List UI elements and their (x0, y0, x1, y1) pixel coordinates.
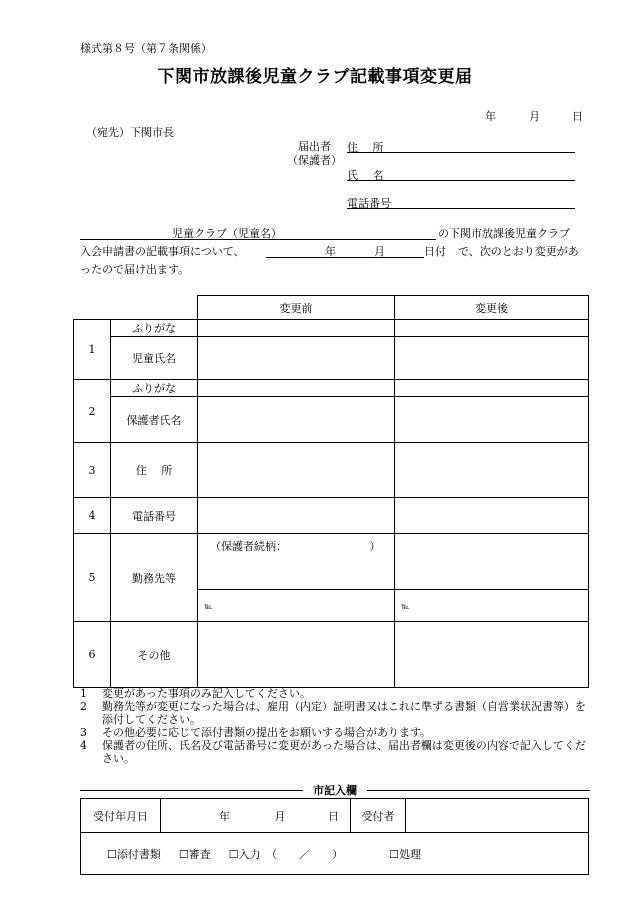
body-line1-suffix: の下関市放課後児童クラブ (438, 227, 570, 240)
note-3 (80, 726, 590, 739)
checks-row (81, 846, 588, 862)
furigana-label-1: ふりがな (111, 320, 198, 337)
body-line-1 (80, 225, 590, 245)
row-number-4: 4 (74, 498, 111, 534)
note-text: 勤務先等が変更になった場合は、雇用（内定）証明書又はこれに準ずる書類（自営業状況書等）を添付してください。 (102, 700, 586, 726)
guardian-name-after[interactable] (395, 397, 589, 443)
office-header-rule-left (80, 790, 303, 791)
guardian-furigana-before[interactable] (198, 380, 395, 397)
child-name-after[interactable] (395, 337, 589, 380)
workplace-row-label: 勤務先等 (111, 534, 198, 622)
note-text: その他必要に応じて添付書類の提出をお願いする場合があります。 (102, 726, 432, 739)
row-number-3: 3 (74, 443, 111, 498)
phone-label: 電話番号 (347, 197, 391, 210)
notes (80, 687, 590, 765)
check-input[interactable]: ☐入力 （ ／ ） (228, 847, 344, 861)
table-header-blank (74, 296, 198, 320)
phone-field[interactable] (347, 208, 575, 209)
office-year: 年 (219, 809, 230, 823)
body-line2-prefix: 入会申請書の記載事項について、 (80, 245, 245, 258)
note-number: 2 (80, 700, 87, 713)
note-2 (80, 700, 590, 726)
received-date-label: 受付年月日 (81, 799, 161, 833)
office-table (80, 798, 589, 875)
body-month: 月 (374, 245, 385, 258)
address-row-label: 住 所 (111, 443, 198, 498)
name-field[interactable] (347, 180, 575, 181)
row-number-6: 6 (74, 622, 111, 688)
note-text: 変更があった事項のみ記入してください。 (102, 687, 311, 700)
check-review[interactable]: ☐審査 (178, 847, 211, 861)
applicant-label-line1: 届出者 (298, 140, 331, 153)
form-number: 様式第８号（第７条関係） (80, 42, 212, 55)
changes-table (73, 295, 589, 688)
guardian-furigana-after[interactable] (395, 380, 589, 397)
other-row-label: その他 (111, 622, 198, 688)
note-number: 4 (80, 739, 87, 752)
phone-before[interactable] (198, 498, 395, 534)
child-name-label: 児童氏名 (111, 337, 198, 380)
workplace-tel-before[interactable] (198, 590, 395, 622)
office-month: 月 (274, 809, 286, 823)
child-name-before[interactable] (198, 337, 395, 380)
office-section-header (80, 782, 590, 798)
address-label: 住 所 (347, 141, 384, 154)
guardian-relation-label: （保護者続柄： ） (210, 540, 381, 553)
receiver-value[interactable] (406, 799, 589, 833)
processing-checks (81, 833, 589, 875)
other-after[interactable] (395, 622, 589, 688)
date-day-label: 日 (572, 110, 583, 123)
guardian-name-label: 保護者氏名 (111, 397, 198, 443)
name-label: 氏 名 (347, 169, 384, 182)
page-title: 下関市放課後児童クラブ記載事項変更届 (157, 67, 473, 87)
row-number-1: 1 (74, 320, 111, 380)
office-header-label: 市記入欄 (313, 784, 357, 797)
tel-icon-after: ℡ (401, 602, 410, 611)
workplace-after[interactable] (395, 534, 589, 590)
child-furigana-before[interactable] (198, 320, 395, 337)
club-label: 児童クラブ（児童名） (172, 227, 282, 240)
note-1 (80, 687, 590, 700)
note-number: 3 (80, 726, 87, 739)
receiver-label: 受付者 (351, 799, 406, 833)
office-day: 日 (328, 809, 339, 823)
phone-after[interactable] (395, 498, 589, 534)
workplace-tel-after[interactable] (395, 590, 589, 622)
address-field[interactable] (347, 152, 575, 153)
office-header-rule-right (367, 790, 590, 791)
date-month-label: 月 (529, 110, 540, 123)
header-before: 変更前 (198, 296, 395, 320)
received-date-value[interactable] (161, 799, 351, 833)
applicant-label-line2: （保護者） (287, 154, 342, 167)
address-after[interactable] (395, 443, 589, 498)
body-day-suffix: 日付 (424, 245, 446, 258)
workplace-before[interactable] (198, 534, 395, 590)
other-before[interactable] (198, 622, 395, 688)
club-name-field[interactable] (80, 239, 172, 240)
note-text: 保護者の住所、氏名及び電話番号に変更があった場合は、届出者欄は変更後の内容で記入してください。 (102, 739, 586, 765)
furigana-label-2: ふりがな (111, 380, 198, 397)
child-name-field[interactable] (172, 239, 436, 240)
tel-icon-before: ℡ (204, 602, 213, 611)
check-processing[interactable]: ☐処理 (389, 847, 421, 861)
guardian-name-before[interactable] (198, 397, 395, 443)
row-number-2: 2 (74, 380, 111, 443)
body-year: 年 (325, 245, 336, 258)
header-after: 変更後 (395, 296, 589, 320)
row-number-5: 5 (74, 534, 111, 622)
child-furigana-after[interactable] (395, 320, 589, 337)
check-attachments[interactable]: ☐添付書類 (107, 847, 161, 861)
body-line-3: ったので届け出ます。 (80, 263, 190, 276)
note-number: 1 (80, 687, 87, 700)
addressee: （宛先）下関市長 (86, 126, 174, 139)
address-before[interactable] (198, 443, 395, 498)
date-year-label: 年 (485, 110, 496, 123)
phone-row-label: 電話番号 (111, 498, 198, 534)
note-4 (80, 739, 590, 765)
body-line-2 (80, 243, 600, 263)
change-date-field[interactable] (266, 257, 424, 258)
body-line2-suffix: で、次のとおり変更があ (458, 245, 579, 258)
applicant-label (287, 140, 342, 168)
